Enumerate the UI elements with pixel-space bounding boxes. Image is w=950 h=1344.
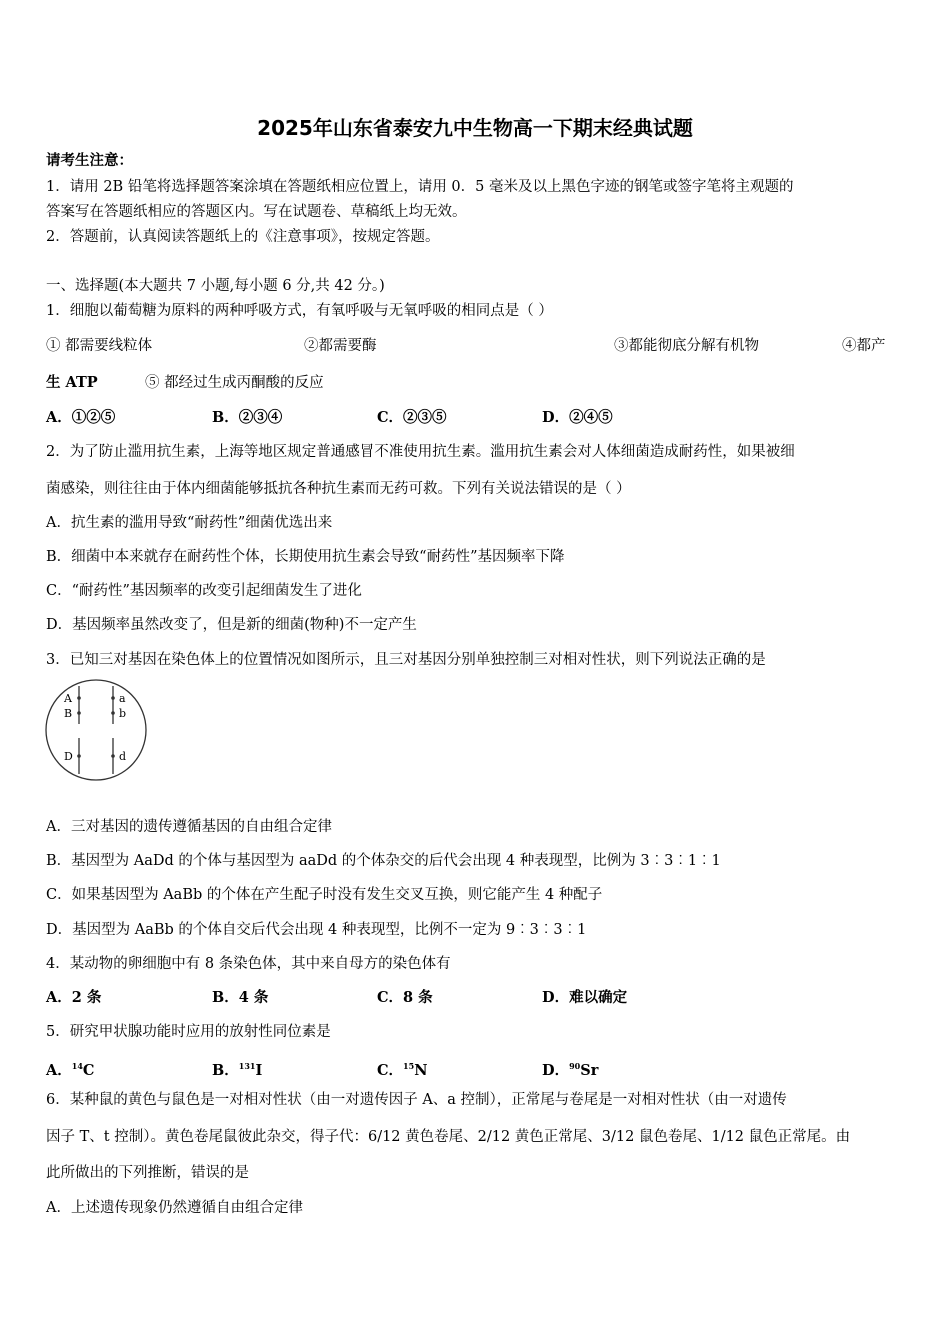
gene-locus xyxy=(111,754,115,758)
option-c: C．②③⑤ xyxy=(377,409,447,426)
question-stem: 2．为了防止滥用抗生素，上海等地区规定普通感冒不准使用抗生素。滥用抗生素会对人体细菌造成耐药性，如果被细 xyxy=(46,444,795,460)
gene-label: A xyxy=(64,692,72,705)
statement: 生 ATP xyxy=(46,374,98,391)
option-a: A．上述遗传现象仍然遵循自由组合定律 xyxy=(46,1200,303,1216)
option-a: A．抗生素的滥用导致“耐药性”细菌优选出来 xyxy=(46,515,333,531)
chromosome-diagram xyxy=(44,678,148,782)
gene-label: B xyxy=(64,707,73,720)
option-c: C．“耐药性”基因频率的改变引起细菌发生了进化 xyxy=(46,583,362,599)
question-stem: 1．细胞以葡萄糖为原料的两种呼吸方式，有氧呼吸与无氧呼吸的相同点是（ ） xyxy=(46,303,553,319)
gene-locus xyxy=(111,711,115,715)
statement: ②都需要酶 xyxy=(304,338,377,354)
gene-locus xyxy=(111,696,115,700)
option-c: C．如果基因型为 AaBb 的个体在产生配子时没有发生交叉互换，则它能产生 4 种配子 xyxy=(46,887,603,903)
option-d: D．$^{90}$Sr xyxy=(542,1061,599,1079)
option-d: D．②④⑤ xyxy=(542,409,613,426)
option-b: B．②③④ xyxy=(212,409,283,426)
gene-locus xyxy=(77,696,81,700)
question-stem: 此所做出的下列推断，错误的是 xyxy=(46,1165,249,1181)
notice-line: 2．答题前，认真阅读答题纸上的《注意事项》，按规定答题。 xyxy=(46,229,440,245)
question-stem: 因子 T、t 控制）。黄色卷尾鼠彼此杂交，得子代：6/12 黄色卷尾、2/12 黄色正常尾、3/12 鼠色卷尾、1/12 鼠色正常尾。由 xyxy=(46,1129,851,1145)
question-stem: 5．研究甲状腺功能时应用的放射性同位素是 xyxy=(46,1024,331,1040)
gene-label: a xyxy=(119,692,126,705)
cell-outline xyxy=(46,680,146,780)
option-b: B．基因型为 AaDd 的个体与基因型为 aaDd 的个体杂交的后代会出现 4 种表现型，比例为 3︰3︰1︰1 xyxy=(46,853,721,869)
option-b: B．细菌中本来就存在耐药性个体，长期使用抗生素会导致“耐药性”基因频率下降 xyxy=(46,549,565,565)
question-stem: 4．某动物的卵细胞中有 8 条染色体，其中来自母方的染色体有 xyxy=(46,956,451,972)
option-a: A．$^{14}$C xyxy=(46,1061,95,1079)
notice-line: 1．请用 2B 铅笔将选择题答案涂填在答题纸相应位置上，请用 0．5 毫米及以上黑色字迹的钢笔或签字笔将主观题的 xyxy=(46,179,794,195)
option-d: D．难以确定 xyxy=(542,989,628,1006)
option-a: A．①②⑤ xyxy=(46,409,116,426)
section-heading: 一、选择题(本大题共 7 小题,每小题 6 分,共 42 分。) xyxy=(46,278,385,294)
statement: ⑤ 都经过生成丙酮酸的反应 xyxy=(145,375,324,391)
option-a: A．三对基因的遗传遵循基因的自由组合定律 xyxy=(46,819,332,835)
statement: ① 都需要线粒体 xyxy=(46,338,153,354)
notice-line: 答案写在答题纸相应的答题区内。写在试题卷、草稿纸上均无效。 xyxy=(46,204,467,220)
option-b: B．$^{131}$I xyxy=(212,1061,263,1079)
question-stem: 3．已知三对基因在染色体上的位置情况如图所示，且三对基因分别单独控制三对相对性状，则下列说法正确的是 xyxy=(46,652,766,668)
option-a: A．2 条 xyxy=(46,989,102,1006)
question-stem: 菌感染，则往往由于体内细菌能够抵抗各种抗生素而无药可救。下列有关说法错误的是（ ） xyxy=(46,481,631,497)
gene-locus xyxy=(77,711,81,715)
gene-label: b xyxy=(119,707,127,720)
option-d: D．基因型为 AaBb 的个体自交后代会出现 4 种表现型，比例不一定为 9︰3︰3︰1 xyxy=(46,922,587,938)
statement: ④都产 xyxy=(842,338,886,354)
option-c: C．8 条 xyxy=(377,989,433,1006)
notice-heading: 请考生注意： xyxy=(46,152,133,169)
gene-label: D xyxy=(64,750,73,763)
option-b: B．4 条 xyxy=(212,989,269,1006)
option-c: C．$^{15}$N xyxy=(377,1061,428,1079)
gene-label: d xyxy=(119,750,127,763)
option-d: D．基因频率虽然改变了，但是新的细菌(物种)不一定产生 xyxy=(46,617,417,633)
gene-locus xyxy=(77,754,81,758)
question-stem: 6．某种鼠的黄色与鼠色是一对相对性状（由一对遗传因子 A、a 控制），正常尾与卷尾是一对相对性状（由一对遗传 xyxy=(46,1092,787,1108)
statement: ③都能彻底分解有机物 xyxy=(614,338,759,354)
page-title: 2025年山东省泰安九中生物高一下期末经典试题 xyxy=(257,116,693,140)
